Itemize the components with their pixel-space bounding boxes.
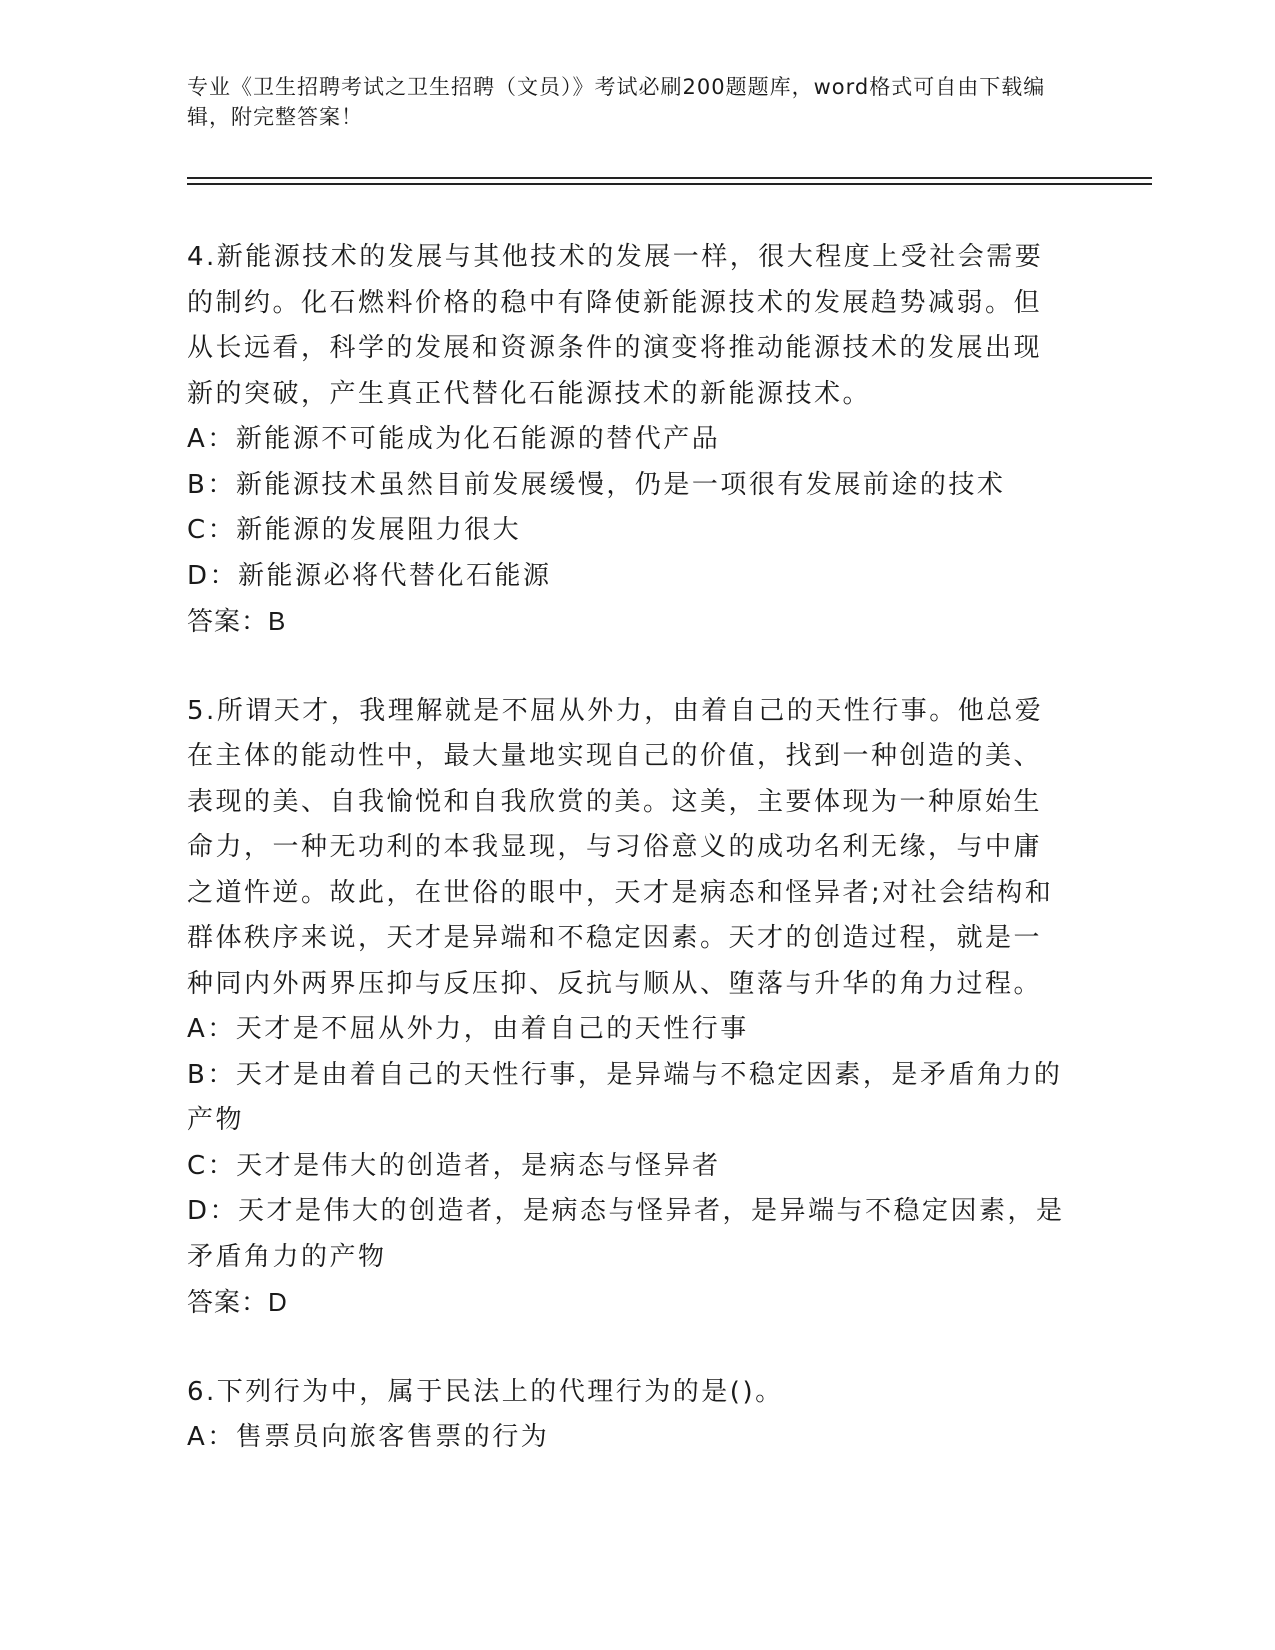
answer-line: 答案：B xyxy=(187,606,287,636)
option-a: A：天才是不屈从外力，由着自己的天性行事 xyxy=(187,1014,749,1044)
header-divider-bottom xyxy=(187,183,1152,185)
document-header: 专业《卫生招聘考试之卫生招聘（文员）》考试必刷200题题库，word格式可自由下载编辑，附完整答案！ xyxy=(187,75,1046,129)
answer-line: 答案：D xyxy=(187,1287,288,1317)
option-c: C：天才是伟大的创造者，是病态与怪异者 xyxy=(187,1150,721,1181)
header-divider-top xyxy=(187,177,1152,179)
option-c: C：新能源的发展阻力很大 xyxy=(187,515,522,545)
option-b: B：天才是由着自己的天性行事，是异端与不稳定因素，是矛盾角力的产物 xyxy=(187,1059,1063,1135)
question-stem: 6.下列行为中，属于民法上的代理行为的是()。 xyxy=(187,1376,784,1407)
option-a: A：新能源不可能成为化石能源的替代产品 xyxy=(187,424,721,454)
question-5 xyxy=(187,689,1067,1326)
question-stem: 5.所谓天才，我理解就是不屈从外力，由着自己的天性行事。他总爱在主体的能动性中，最大量地实现自己的价值，找到一种创造的美、表现的美、自我愉悦和自我欣赏的美。这美，主要体现为一种原始生命力，一种无功利的本我显现，与习俗意义的成功名利无缘，与中庸之道忤逆。故此，在世俗的眼中，天才是病态和怪异者;对社会结构和群体秩序来说，天才是异端和不稳定因素。天才的创造过程，就是一种同内外两界压抑与反压抑、反抗与顺从、堕落与升华的角力过程。 xyxy=(187,695,1054,999)
option-a: A：售票员向旅客售票的行为 xyxy=(187,1422,550,1452)
question-6 xyxy=(187,1370,1067,1461)
option-d: D：新能源必将代替化石能源 xyxy=(187,560,552,591)
option-d: D：天才是伟大的创造者，是病态与怪异者，是异端与不稳定因素，是矛盾角力的产物 xyxy=(187,1196,1065,1272)
question-list xyxy=(187,235,1067,1505)
question-4 xyxy=(187,235,1067,645)
option-b: B：新能源技术虽然目前发展缓慢，仍是一项很有发展前途的技术 xyxy=(187,469,1006,500)
question-stem: 4.新能源技术的发展与其他技术的发展一样，很大程度上受社会需要的制约。化石燃料价格的稳中有降使新能源技术的发展趋势减弱。但从长远看，科学的发展和资源条件的演变将推动能源技术的发展出现新的突破，产生真正代替化石能源技术的新能源技术。 xyxy=(187,242,1044,409)
